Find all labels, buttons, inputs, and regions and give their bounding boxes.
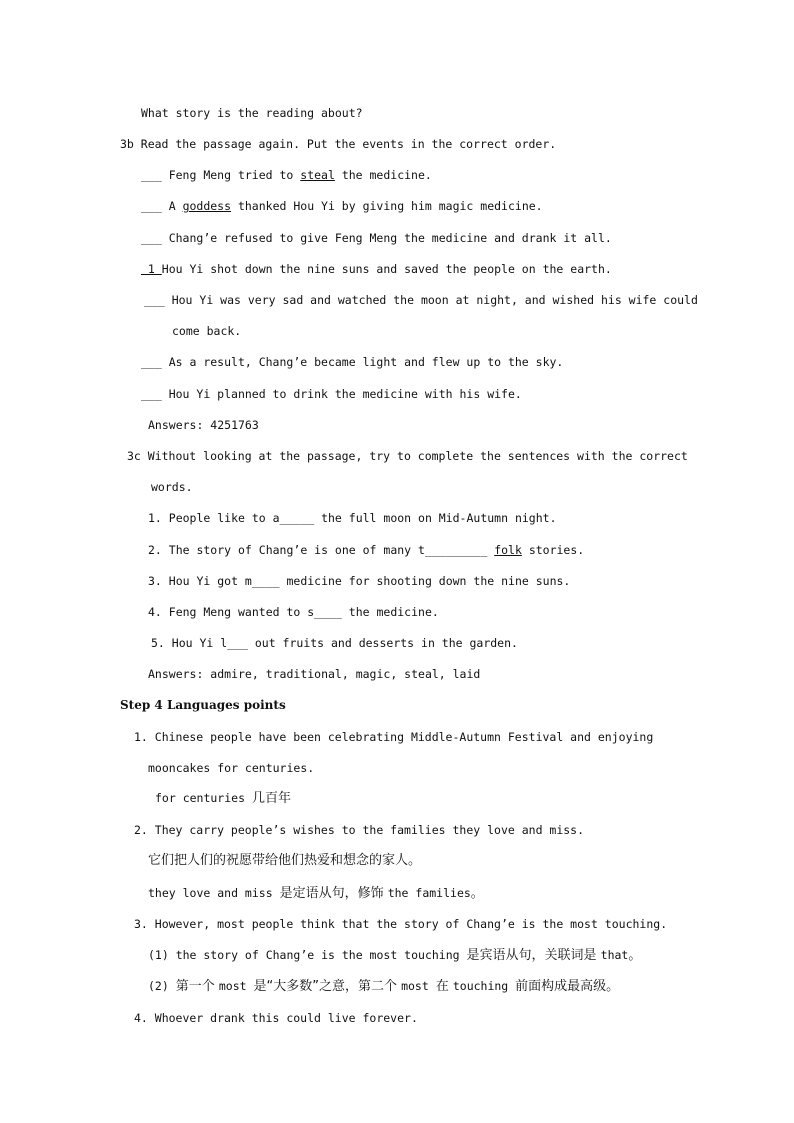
point-4: 4. Whoever drank this could live forever. <box>134 1011 418 1025</box>
section-3c-title: 3c Without looking at the passage, try to complete the sentences with the correct <box>127 449 688 463</box>
point-2-translation: 它们把人们的祝愿带给他们热爱和想念的家人。 <box>148 853 422 868</box>
point-2: 2. They carry people’s wishes to the families they love and miss. <box>134 823 585 837</box>
intro-question: What story is the reading about? <box>141 106 363 120</box>
sentence-item: 1. People like to a_____ the full moon on Mid-Autumn night. <box>148 511 557 525</box>
step4-heading: Step 4 Languages points <box>120 698 286 712</box>
point-3: 3. However, most people think that the story of Chang’e is the most touching. <box>134 917 668 931</box>
sentence-item: 5. Hou Yi l___ out fruits and desserts in the garden. <box>151 636 518 650</box>
point-1: 1. Chinese people have been celebrating Middle-Autumn Festival and enjoying <box>134 730 654 744</box>
section-3c-title-cont: words. <box>151 480 193 494</box>
sentence-item: 4. Feng Meng wanted to s____ the medicine. <box>148 605 439 619</box>
point-2-note: they love and miss 是定语从句，修饰 the families。 <box>148 886 484 901</box>
event-line: ___ As a result, Chang’e became light and flew up to the sky. <box>141 355 564 369</box>
event-line: ___ Hou Yi was very sad and watched the moon at night, and wished his wife could <box>144 293 698 307</box>
answers-3c: Answers: admire, traditional, magic, steal, laid <box>148 667 481 681</box>
event-line-continuation: come back. <box>172 324 242 338</box>
sentence-item: 2. The story of Chang’e is one of many t_________ folk stories. <box>148 543 585 557</box>
point-3-note-1: (1) the story of Chang’e is the most touching 是宾语从句，关联词是 that。 <box>148 948 642 963</box>
point-1-note: for centuries 几百年 <box>155 791 291 806</box>
section-3b-title: 3b Read the passage again. Put the events in the correct order. <box>120 137 557 151</box>
answers-3b: Answers: 4251763 <box>148 418 259 432</box>
event-line: ___ Hou Yi planned to drink the medicine with his wife. <box>141 387 522 401</box>
sentence-item: 3. Hou Yi got m____ medicine for shooting down the nine suns. <box>148 574 571 588</box>
event-line: ___ A goddess thanked Hou Yi by giving him magic medicine. <box>141 199 543 213</box>
point-3-note-2: (2) 第一个 most 是“大多数”之意，第二个 most 在 touching 前面构成最高级。 <box>148 979 620 994</box>
event-line: 1 Hou Yi shot down the nine suns and saved the people on the earth. <box>141 262 612 276</box>
event-line: ___ Chang’e refused to give Feng Meng the medicine and drank it all. <box>141 231 612 245</box>
point-1-cont: mooncakes for centuries. <box>148 761 315 775</box>
event-line: ___ Feng Meng tried to steal the medicine. <box>141 168 432 182</box>
